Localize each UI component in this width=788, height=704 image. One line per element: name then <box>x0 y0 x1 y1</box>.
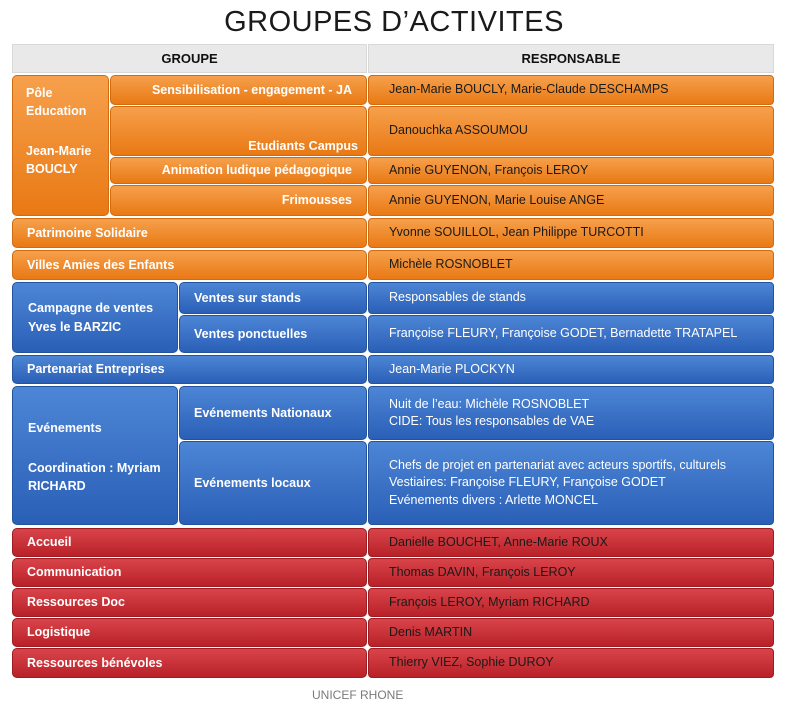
resp-ventes-stands: Responsables de stands <box>368 282 774 314</box>
subgroup-etudiants-campus: Etudiants Campus <box>110 106 367 156</box>
resp-nationaux-line-1: Nuit de l’eau: Michèle ROSNOBLET <box>389 396 590 411</box>
group-campagne-ventes <box>12 282 178 353</box>
pole-education-cell <box>12 75 109 216</box>
group-accueil: Accueil <box>12 528 367 557</box>
resp-partenariat: Jean-Marie PLOCKYN <box>368 355 774 384</box>
footer-label: UNICEF RHONE <box>312 688 404 702</box>
campagne-lead: Yves le BARZIC <box>28 319 122 334</box>
resp-animation: Annie GUYENON, François LEROY <box>368 157 774 184</box>
resp-evenements-locaux <box>368 441 774 525</box>
resp-communication: Thomas DAVIN, François LEROY <box>368 558 774 587</box>
group-evenements <box>12 386 178 525</box>
resp-evenements-nationaux <box>368 386 774 440</box>
group-communication: Communication <box>12 558 367 587</box>
group-villes-amies: Villes Amies des Enfants <box>12 250 367 280</box>
campagne-name: Campagne de ventes <box>28 301 154 316</box>
pole-education-name-2: Education <box>26 104 87 119</box>
resp-ventes-ponctuelles: Françoise FLEURY, Françoise GODET, Bernadette TRATAPEL <box>368 315 774 353</box>
page-title: GROUPES D’ACTIVITES <box>224 6 564 38</box>
group-logistique: Logistique <box>12 618 367 647</box>
subgroup-evenements-locaux: Evénements locaux <box>179 441 367 525</box>
evenements-name: Evénements <box>28 421 102 435</box>
evenements-coord-1: Coordination : Myriam <box>28 461 161 476</box>
subgroup-evenements-nationaux: Evénements Nationaux <box>179 386 367 440</box>
resp-locaux-line-1: Chefs de projet en partenariat avec acteurs sportifs, culturels <box>389 457 726 472</box>
subgroup-frimousses: Frimousses <box>110 185 367 216</box>
group-patrimoine-solidaire: Patrimoine Solidaire <box>12 218 367 248</box>
resp-ressources-benevoles: Thierry VIEZ, Sophie DUROY <box>368 648 774 678</box>
pole-education-name-1: Pôle <box>26 86 53 100</box>
evenements-coord-2: RICHARD <box>28 479 86 494</box>
group-ressources-benevoles: Ressources bénévoles <box>12 648 367 678</box>
resp-logistique: Denis MARTIN <box>368 618 774 647</box>
subgroup-ventes-stands: Ventes sur stands <box>179 282 367 314</box>
resp-locaux-line-2: Vestiaires: Françoise FLEURY, Françoise GODET <box>389 475 666 490</box>
subgroup-sensibilisation: Sensibilisation - engagement - JA <box>110 75 367 105</box>
resp-accueil: Danielle BOUCHET, Anne-Marie ROUX <box>368 528 774 557</box>
resp-sensibilisation: Jean-Marie BOUCLY, Marie-Claude DESCHAMPS <box>368 75 774 105</box>
header-groupe: GROUPE <box>12 44 367 73</box>
group-partenariat: Partenariat Entreprises <box>12 355 367 384</box>
resp-locaux-line-3: Evénements divers : Arlette MONCEL <box>389 492 599 507</box>
resp-frimousses: Annie GUYENON, Marie Louise ANGE <box>368 185 774 216</box>
resp-ressources-doc: François LEROY, Myriam RICHARD <box>368 588 774 617</box>
resp-etudiants-campus: Danouchka ASSOUMOU <box>368 106 774 156</box>
pole-education-lead-2: BOUCLY <box>26 162 78 177</box>
pole-education-lead-1: Jean-Marie <box>26 144 92 159</box>
group-ressources-doc: Ressources Doc <box>12 588 367 617</box>
resp-villes-amies: Michèle ROSNOBLET <box>368 250 774 280</box>
subgroup-ventes-ponctuelles: Ventes ponctuelles <box>179 315 367 353</box>
subgroup-animation: Animation ludique pédagogique <box>110 157 367 184</box>
header-responsable: RESPONSABLE <box>368 44 774 73</box>
resp-nationaux-line-2: CIDE: Tous les responsables de VAE <box>389 414 595 428</box>
resp-patrimoine-solidaire: Yvonne SOUILLOL, Jean Philippe TURCOTTI <box>368 218 774 248</box>
